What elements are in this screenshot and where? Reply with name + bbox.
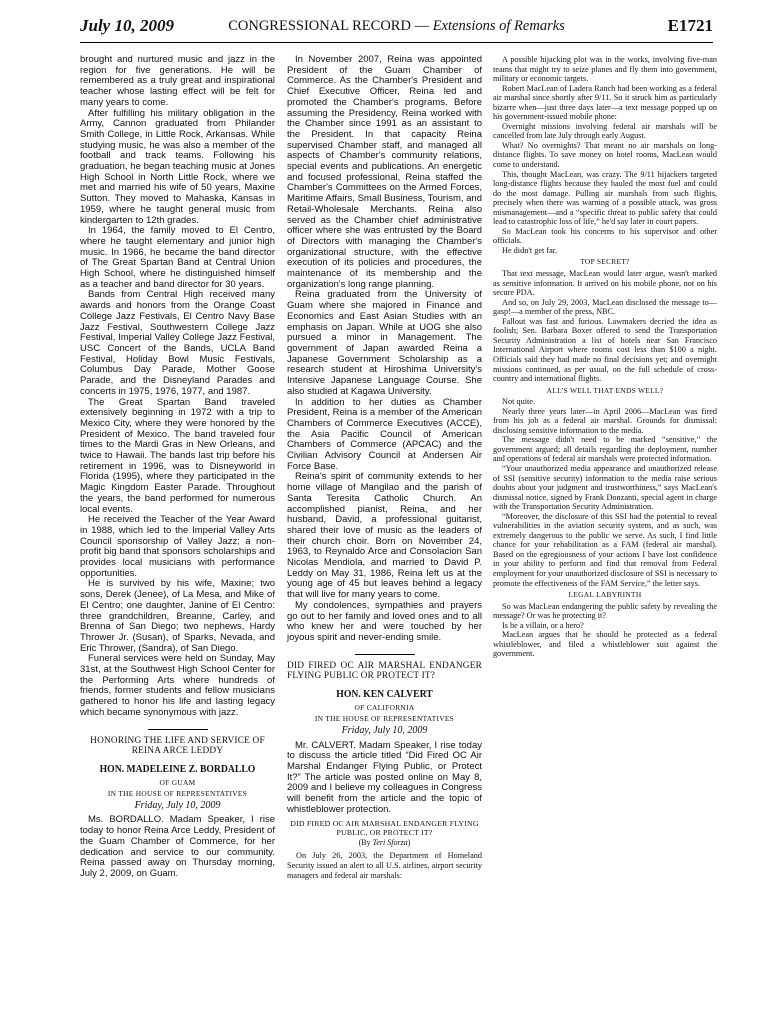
article-paragraph: Nearly three years later—in April 2006—MacLean was fired from his job as a federal air marshal. Grounds for dismissal: disclosing sensitive information to the media. <box>493 406 717 435</box>
article-paragraph: Fallout was fast and furious. Lawmakers decried the idea as foolish; Sen. Barbara Boxer offered to send the Transportation Security Administration a list of hotels near San Francisco International Airport where rooms cost less than $100 a night. Officials said they had made no final decisions yet; and overnight missions continued, as per usual, on the full schedule of cross-country and international flights. <box>493 316 717 384</box>
byline-prefix: (By <box>358 838 371 848</box>
paragraph: He is survived by his wife, Maxine; two sons, Derek (Jenee), of La Mesa, and Mike of El Centro; one daughter, Janine of El Centro: three grandchildren, Breanne, Carley, and Brenna of San Diego; two nephews, Hardy Thrower Jr. (Susan), of Sparks, Nevada, and Eric Thrower, (Sandra), of San Diego. <box>80 578 275 654</box>
header-date: July 10, 2009 <box>80 16 174 35</box>
article-paragraph: Not quite. <box>502 397 535 407</box>
article-paragraph: This, thought MacLean, was crazy. The 9/11 hijackers targeted long-distance flights because they hauled the most fuel and could do the most damage. Pulling air marshals from such flights, precisely when there was warning of a possible attack, was gross mismanagement—and a “specific threat to public safety that could lead to catastrophic loss of life,” he'd say later in court papers. <box>493 169 717 227</box>
column-2 <box>287 55 482 1020</box>
article-paragraph: “Your unauthorized media appearance and unauthorized release of SSI (sensitive security) information to the media raise serious doubts about your judgment and trustworthiness,” says MacLean's dismissal notice, signed by Frank Donzanti, special agent in charge with the Transportation Security Administration. <box>493 463 717 512</box>
chamber-name: IN THE HOUSE OF REPRESENTATIVES <box>107 788 248 798</box>
article-paragraph: “Moreover, the disclosure of this SSI had the potential to reveal vulnerabilities in the aviation security system, and as such, was extremely dangerous to the public we serve. As such, I find little chance for your rehabilitation as a FAM (federal air marshal). Based on the egregiousness of your actions I have lost confidence in your ability to perform and find that removal from Federal employment for your unauthorized disclosure of SSI is necessary to promote the effectiveness of the FAM Service,” the letter says. <box>493 511 717 588</box>
article-paragraph: Overnight missions involving federal air marshals will be cancelled from late July through early August. <box>493 121 717 141</box>
header-publication <box>80 18 713 35</box>
paragraph: brought and nurtured music and jazz in the region for five generations. He will be remembered as a truly great and inspirational teacher whose lasting effect will be felt for many years to come. <box>80 55 275 108</box>
paragraph: Mr. CALVERT. Madam Speaker, I rise today to discuss the article titled “Did Fired OC Air Marshal Endanger Flying Public, or Protect It?” The article was posted online on May 8, 2009 and I believe my colleagues in Congress will benefit from the article and the topic of whistleblower protection. <box>287 739 482 815</box>
paragraph: In addition to her duties as Chamber President, Reina is a member of the American Chambers of Commerce Executives (ACCE), the Asia Pacific Council of American Chambers of Commerce (APCAC) and the Civilian Advisory Council at Andersen Air Force Base. <box>287 396 482 472</box>
article-paragraph: That text message, MacLean would later argue, wasn't marked as sensitive information. It arrived on his mobile phone, not on his secure PDA. <box>493 269 717 298</box>
header-section-title: Extensions of Remarks <box>432 18 565 34</box>
article-paragraph: Is he a villain, or a hero? <box>502 620 584 630</box>
subheading: ALL'S WELL THAT ENDS WELL? <box>546 385 664 395</box>
section-divider <box>148 729 208 730</box>
header-page-number: E1721 <box>667 16 713 35</box>
article-paragraph: On July 26, 2003, the Department of Homeland Security issued an alert to all U.S. airlines, airport security managers and federal air marshals: <box>287 851 482 880</box>
speaker-name: HON. MADELEINE Z. BORDALLO <box>99 762 256 775</box>
article-paragraph: MacLean argues that he should be protected as a federal whistleblower, and filed a whistleblower suit against the government. <box>493 630 717 659</box>
article-paragraph: Robert MacLean of Ladera Ranch had been working as a federal air marshal since shortly after 9/11. So it struck him as particularly bizarre when—just three days later—a text message popped up on his government-issued mobile phone: <box>493 83 717 122</box>
speaker-name: HON. KEN CALVERT <box>336 687 433 700</box>
chamber-name: IN THE HOUSE OF REPRESENTATIVES <box>314 713 455 723</box>
page-header <box>80 16 713 43</box>
paragraph: In November 2007, Reina was appointed President of the Guam Chamber of Commerce. As the Chamber's President and Chief Executive Officer, Reina led and promoted the Chamber's programs. Before assuming the Presidency, Reina worked with the Chamber since 1991 as an assistant to the President. In that capacity Reina supervised Chamber staff, and managed all aspects of Chamber's community relations, special events and publications. An energetic and focused professional, Reina staffed the Chamber's Committees on the Armed Forces, Maritime Affairs, Small Business, Tourism, and Retail-Wholesale Merchants. Reina also served as the Chamber chief administrative officer where she was entrusted by the Board of Directors with managing the Chamber's organizational structure, with the effective execution of its policies and procedures, the maintenance of its membership and the organization's long range planning. <box>287 55 482 290</box>
header-record-title: CONGRESSIONAL RECORD — <box>228 18 430 34</box>
article-paragraph: So was MacLean endangering the public safety by revealing the message? Or was he protecting it? <box>493 601 717 621</box>
paragraph: Funeral services were held on Sunday, May 31st, at the Southwest High School Center for the Performing Arts where hundreds of friends, former students and fellow musicians gathered to honor his life and lasting legacy which became synonymous with jazz. <box>80 653 275 718</box>
dateline: Friday, July 10, 2009 <box>134 799 221 811</box>
paragraph: Reina graduated from the University of Guam where she majored in Finance and Economics and East Asian Studies with an emphasis on Japan. While at UOG she also pursued a minor in Management. The government of Japan awarded Reina a Japanese Government Scholarship as a research student at Hiroshima University's Intensive Japanese Language Course. She also studied at Kagawa University. <box>287 289 482 397</box>
paragraph: After fulfilling his military obligation in the Army, Cannon graduated from Philander Smith College, in Little Rock, Arkansas. While studying music, he was also a member of the football and track teams. Following his graduation, he began teaching music at Jones High School in North Little Rock, where we met and married his wife of 50 years, Maxine Sutton. They moved to Mahaska, Kansas in 1959, where he taught general music from kindergarten to 12th grades. <box>80 107 275 226</box>
article-paragraph: He didn't get far. <box>502 245 558 255</box>
subheading: TOP SECRET? <box>580 257 630 267</box>
paragraph: Reina's spirit of community extends to her home village of Mangilao and the parish of Santa Teresita Catholic Church. An accomplished pianist, Reina, and her husband, David, a professional guitarist, shared their love of music as the leaders of their church choir. Born on November 24, 1963, to Reynaldo Arce and Consolacion San Nicolas Mendiola, and married to David P. Leddy on May 31, 1986, Reina left us at the young age of 45 but leaves behind a legacy that will live for many years to come. <box>287 471 482 601</box>
article-paragraph: What? No overnights? That meant no air marshals on long-distance flights. To save money on hotel rooms, MacLean would come to understand. <box>493 140 717 170</box>
section-title: HONORING THE LIFE AND SERVICE OF REINA ARCE LEDDY <box>90 735 265 757</box>
speaker-state: OF GUAM <box>159 777 196 787</box>
paragraph: Bands from Central High received many awards and honors from the Orange Coast College Jazz Festivals, El Centro Navy Base Jazz Festival, Southwestern College Jazz Festival, Imperial Valley College Jazz Festival, USC Concert of the Bands, UCLA Band Festival, Holiday Bowl Music Festivals, Columbus Day Parade, Mother Goose Parade, and the Disneyland Parades and concerts in 1975, 1976, 1977, and 1987. <box>80 289 275 397</box>
dateline: Friday, July 10, 2009 <box>341 724 428 736</box>
column-3 <box>493 55 717 1020</box>
byline-suffix: ) <box>407 838 411 848</box>
paragraph: The Great Spartan Band traveled extensively beginning in 1972 with a trip to Mexico City, where they were honored by the President of Mexico. The band traveled four times to the Mardi Gras in New Orleans, and twice to Hawaii. The bands last trip before his retirement in 1996, was to Disneyworld in Florida (1995), where they participated in the Magic Kingdom Easter Parade. Throughout the years, the band performed for numerous local events. <box>80 396 275 515</box>
article-paragraph: The message didn't need to be marked “sensitive,” the government argued; all details regarding the deployment, number and operations of federal air marshals were protected information. <box>493 435 717 464</box>
article-title: DID FIRED OC AIR MARSHAL ENDANGER FLYING PUBLIC, OR PROTECT IT? <box>290 819 479 838</box>
article-paragraph: And so, on July 29, 2003, MacLean disclosed the message to—gasp!—a member of the press, NBC. <box>493 297 717 317</box>
article-paragraph: A possible hijacking plot was in the works, involving five-man teams that might try to seize planes and fly them into government, military or economic targets. <box>493 55 717 84</box>
paragraph: He received the Teacher of the Year Award in 1988, which led to the Imperial Valley Arts Council sponsorship of Valley Jazz; a non-profit big band that sponsors scholarships and provides local musicians with performance opportunities. <box>80 514 275 579</box>
speaker-state: OF CALIFORNIA <box>354 702 415 712</box>
subheading: LEGAL LABYRINTH <box>568 590 642 600</box>
article-byline <box>287 838 482 847</box>
byline-author: Teri Sforza <box>372 838 408 848</box>
section-title: DID FIRED OC AIR MARSHAL ENDANGER FLYING PUBLIC OR PROTECT IT? <box>287 660 482 682</box>
section-divider <box>355 654 415 655</box>
paragraph: In 1964, the family moved to El Centro, where he taught elementary and junior high music. In 1966, he became the band director of The Great Spartan Band at Central Union High School, where he distinguished himself as a teacher and band director for 30 years. <box>80 225 275 290</box>
paragraph: My condolences, sympathies and prayers go out to her family and loved ones and to all who knew her and were touched by her joyous spirit and never-ending smile. <box>287 599 482 643</box>
paragraph: Ms. BORDALLO. Madam Speaker, I rise today to honor Reina Arce Leddy, President of the Guam Chamber of Commerce, for her dedication and service to our community. Reina passed away on Thursday morning, July 2, 2009, on Guam. <box>80 814 275 879</box>
article-paragraph: So MacLean took his concerns to his supervisor and other officials. <box>493 226 717 246</box>
column-1 <box>80 55 275 1020</box>
